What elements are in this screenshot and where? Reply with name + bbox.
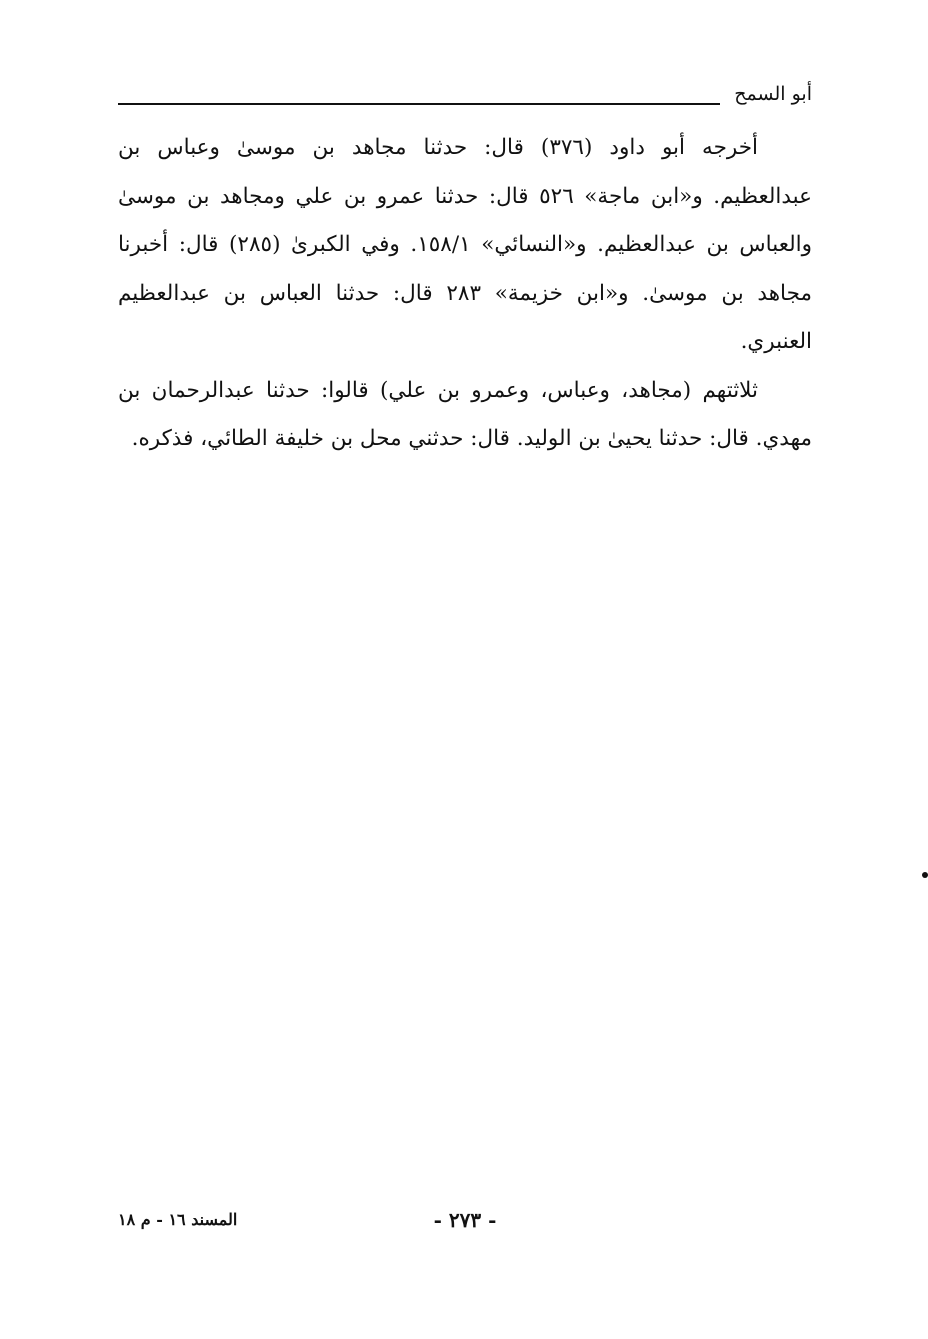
main-text	[118, 124, 812, 464]
paragraph-isnad: ثلاثتهم (مجاهد، وعباس، وعمرو بن علي) قالوا: حدثنا عبدالرحمان بن مهدي. قال: حدثنا يحيىٰ بن الوليد. قال: حدثني محل بن خليفة الطائي، فذكره.	[118, 377, 812, 451]
header-title: أبو السمح	[726, 82, 812, 106]
paragraph-takhrij: أخرجه أبو داود (٣٧٦) قال: حدثنا مجاهد بن موسىٰ وعباس بن عبدالعظيم. و«ابن ماجة» ٥٢٦ قال: حدثنا عمرو بن علي ومجاهد بن موسىٰ والعباس بن عبدالعظيم. و«النسائي» ١٥٨/١. وفي الكبرىٰ (٢٨٥) قال: أخبرنا مجاهد بن موسىٰ. و«ابن خزيمة» ٢٨٣ قال: حدثنا العباس بن عبدالعظيم العنبري.	[118, 135, 812, 354]
scan-mark	[922, 872, 928, 878]
page-number: - ٢٧٣ -	[433, 1208, 497, 1232]
header-rule	[118, 103, 720, 105]
running-header	[118, 82, 812, 112]
page-footer	[118, 1206, 812, 1236]
volume-reference: المسند ١٦ - م ١٨	[118, 1210, 238, 1229]
